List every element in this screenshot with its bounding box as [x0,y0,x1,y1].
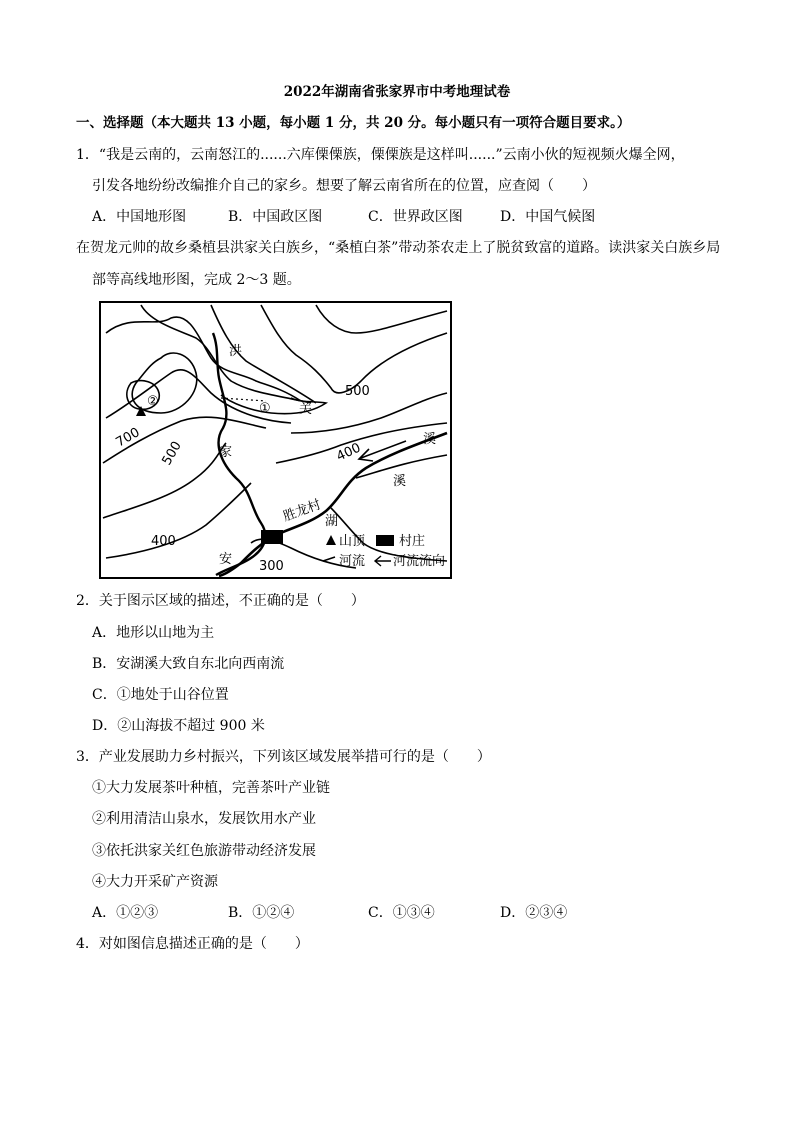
legend-river-label: 河流 [339,554,366,569]
intro-line1: 在贺龙元帅的故乡桑植县洪家关白族乡，“桑植白茶”带动茶农走上了脱贫致富的道路。读洪家关白族乡局 [76,240,721,256]
q3-stem: 3．产业发展助力乡村振兴，下列该区域发展举措可行的是（ ） [76,749,491,765]
q3-option-b[interactable]: B．①②④ [228,905,295,921]
contour-label: 500 [159,438,185,468]
map-legend [323,533,445,569]
q3-item-1: ①大力发展茶叶种植，完善茶叶产业链 [92,780,330,796]
q3-item-2: ②利用清洁山泉水，发展饮用水产业 [92,811,316,827]
legend-peak-icon [326,535,336,545]
q1-option-a[interactable]: A．中国地形图 [92,209,187,225]
contour-line [211,305,316,403]
q2-option-d[interactable]: D．②山海拔不超过 900 米 [92,718,265,734]
river-name-char: 溪 [393,474,407,489]
q3-item-4: ④大力开采矿产资源 [92,874,218,890]
point-2-label: ② [147,394,159,409]
q1-options [0,208,794,226]
q3-option-c[interactable]: C．①③④ [368,905,435,921]
contour-line [106,483,251,558]
contour-map-drawing [101,303,450,577]
contour-line [291,393,447,433]
village-label: 胜龙村 [281,497,324,525]
q2-option-b[interactable]: B．安湖溪大致自东北向西南流 [92,656,285,672]
contour-line [316,305,447,333]
river-name-char: 湖 [325,514,339,529]
river-name-char: 洪 [229,344,243,359]
q3-options [0,904,794,922]
section-heading: 一、选择题（本大题共 13 小题，每小题 1 分，共 20 分。每小题只有一项符合题目要求。） [76,115,631,131]
q3-option-a[interactable]: A．①②③ [92,905,159,921]
point-1-label: ① [259,401,271,416]
contour-label: 400 [334,440,364,465]
river-name-char: 安 [219,552,233,567]
q1-option-c[interactable]: C．世界政区图 [368,209,463,225]
contour-label: 400 [151,534,176,549]
contour-label: 300 [259,559,284,574]
legend-peak-label: 山顶 [339,534,366,549]
q1-stem-line1: 1．“我是云南的，云南怒江的......六库傈傈族，傈傈族是这样叫......”云南小伙的短视频火爆全网， [76,147,685,163]
q3-item-3: ③依托洪家关红色旅游带动经济发展 [92,843,316,859]
river-name-char: 家 [219,445,233,460]
legend-village-icon [376,535,394,546]
river-name-char: 溪 [423,432,437,447]
q2-option-a[interactable]: A．地形以山地为主 [92,625,215,641]
q1-option-d[interactable]: D．中国气候图 [500,209,596,225]
contour-line [106,317,301,401]
q3-option-d[interactable]: D．②③④ [500,905,568,921]
exam-title: 2022年湖南省张家界市中考地理试卷 [283,84,511,100]
contour-label: 500 [345,384,370,399]
contour-line [132,353,197,413]
village-marker [261,530,283,544]
river-name-char: 关 [299,402,313,417]
intro-line2: 部等高线地形图，完成 2～3 题。 [92,272,301,288]
q2-option-c[interactable]: C．①地处于山谷位置 [92,687,229,703]
legend-flow-icon [375,556,391,566]
q1-option-b[interactable]: B．中国政区图 [228,209,323,225]
legend-river-icon [323,557,335,561]
q4-stem: 4．对如图信息描述正确的是（ ） [76,936,309,952]
contour-label: 700 [113,425,143,451]
legend-flow-label: 河流流向 [393,554,446,569]
q2-stem: 2．关于图示区域的描述，不正确的是（ ） [76,593,365,609]
legend-village-label: 村庄 [399,534,426,549]
contour-map [99,301,452,579]
q1-stem-line2: 引发各地纷纷改编推介自己的家乡。想要了解云南省所在的位置，应查阅（ ） [92,178,596,194]
